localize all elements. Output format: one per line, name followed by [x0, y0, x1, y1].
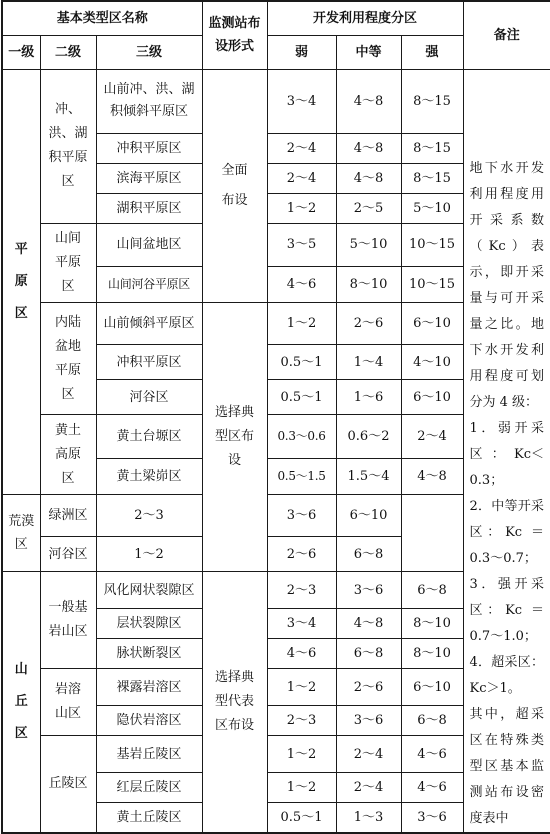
- weak-cell: 1～2: [267, 303, 336, 345]
- strong-cell: 6～10: [401, 669, 463, 706]
- strong-cell: 8～15: [401, 163, 463, 193]
- strong-cell: 8～15: [401, 133, 463, 163]
- weak-cell: 3～5: [267, 223, 336, 266]
- level3-cell: 脉状断裂区: [96, 639, 202, 669]
- strong-cell: 6～8: [336, 537, 401, 572]
- level2-cell: 冲、洪、湖积平原区: [40, 69, 96, 223]
- weak-cell: 4～6: [267, 639, 336, 669]
- medium-cell: 1.5～4: [336, 458, 401, 495]
- weak-cell: 2～3: [267, 572, 336, 609]
- medium-cell: 4～8: [336, 609, 401, 639]
- level2-cell: 荒漠区: [2, 495, 40, 572]
- level2-cell: 一般基岩山区: [40, 572, 96, 669]
- medium-cell: 1～3: [336, 803, 401, 833]
- level2-cell: 山间平原区: [40, 223, 96, 303]
- weak-cell: 0.5～1: [267, 803, 336, 833]
- medium-cell: 4～8: [336, 163, 401, 193]
- station-form-cell: 全面布设: [202, 69, 267, 303]
- strong-cell: 4～8: [401, 458, 463, 495]
- level1-header: 一级: [2, 35, 40, 69]
- strong-cell: 6～10: [401, 380, 463, 415]
- strong-cell: 4～6: [401, 773, 463, 803]
- remark-intro: 地下水开发利用程度用开采系数（Kc）表示，即开采量与可开采量之比。地下水开发利用程度可划分为 4 级：: [469, 160, 545, 410]
- weak-cell: 2～3: [267, 706, 336, 736]
- level3-cell: 风化网状裂隙区: [96, 572, 202, 609]
- level1-hill: 山丘区: [2, 572, 40, 833]
- medium-cell: 2～4: [336, 773, 401, 803]
- medium-cell: 8～10: [336, 266, 401, 303]
- level3-cell: 冲积平原区: [96, 345, 202, 380]
- station-form-cell: 选择典型代表区布设: [202, 572, 267, 833]
- medium-cell: 4～8: [336, 69, 401, 133]
- station-form-cell: 选择典型区布设: [202, 303, 267, 572]
- medium-cell: 1～4: [336, 345, 401, 380]
- weak-cell: 2～3: [96, 495, 202, 537]
- table-row: [2, 69, 550, 133]
- weak-cell: 3～4: [267, 609, 336, 639]
- weak-cell: 2～4: [267, 133, 336, 163]
- weak-cell: 0.5～1.5: [267, 458, 336, 495]
- weak-cell: 0.5～1: [267, 380, 336, 415]
- level3-cell: 山间河谷平原区: [96, 266, 202, 303]
- strong-cell: 8～10: [401, 639, 463, 669]
- strong-cell: 8～10: [401, 609, 463, 639]
- medium-cell: 4～8: [336, 133, 401, 163]
- strong-cell: 8～15: [401, 69, 463, 133]
- medium-cell: 5～10: [336, 223, 401, 266]
- weak-cell: 1～2: [267, 773, 336, 803]
- level3-cell: 山前倾斜平原区: [96, 303, 202, 345]
- strong-cell: 4～10: [401, 345, 463, 380]
- level3-cell: 山前冲、洪、湖积倾斜平原区: [96, 69, 202, 133]
- level1-plain: 平原区: [2, 69, 40, 495]
- medium-cell: 3～6: [336, 706, 401, 736]
- medium-cell: 0.6～2: [336, 415, 401, 458]
- strong-header: 强: [401, 35, 463, 69]
- level3-cell: 黄土台塬区: [96, 415, 202, 458]
- weak-cell: 2～4: [267, 163, 336, 193]
- remark-header: 备注: [463, 1, 550, 69]
- level3-cell: 湖积平原区: [96, 193, 202, 223]
- remark-item: 3．强开采区：Kc ＝ 0.7～1.0；: [469, 576, 545, 644]
- medium-header: 中等: [336, 35, 401, 69]
- level2-cell: 内陆盆地平原区: [40, 303, 96, 415]
- remark-item: 4．超采区：Kc＞1。: [469, 654, 545, 696]
- strong-cell: 10～15: [401, 266, 463, 303]
- remark-item: 1．弱开采区：Kc＜0.3；: [469, 420, 545, 488]
- monitoring-density-table: [1, 0, 550, 834]
- level3-cell: 基岩丘陵区: [96, 736, 202, 773]
- medium-cell: 2～6: [336, 303, 401, 345]
- medium-cell: 2～6: [336, 669, 401, 706]
- level3-cell: 冲积平原区: [96, 133, 202, 163]
- remark-cell: [463, 69, 550, 833]
- strong-cell: 6～8: [401, 572, 463, 609]
- level3-cell: 山间盆地区: [96, 223, 202, 266]
- level2-cell: 丘陵区: [40, 736, 96, 833]
- medium-cell: 2～6: [267, 537, 336, 572]
- medium-cell: 3～6: [267, 495, 336, 537]
- strong-cell: 2～4: [401, 415, 463, 458]
- medium-cell: 6～8: [336, 639, 401, 669]
- level3-cell: 层状裂隙区: [96, 609, 202, 639]
- header-row-1: [2, 1, 550, 35]
- level2-header: 二级: [40, 35, 96, 69]
- medium-cell: 1～6: [336, 380, 401, 415]
- weak-cell: 1～2: [267, 193, 336, 223]
- level2-cell: 黄土高原区: [40, 415, 96, 495]
- strong-cell: 5～10: [401, 193, 463, 223]
- weak-header: 弱: [267, 35, 336, 69]
- strong-cell: 3～6: [401, 803, 463, 833]
- level3-cell: 绿洲区: [40, 495, 96, 537]
- level3-cell: 河谷区: [40, 537, 96, 572]
- medium-cell: 2～4: [336, 736, 401, 773]
- weak-cell: 4～6: [267, 266, 336, 303]
- level3-cell: 滨海平原区: [96, 163, 202, 193]
- level3-cell: 红层丘陵区: [96, 773, 202, 803]
- station-form-header: 监测站布设形式: [202, 1, 267, 69]
- level3-cell: 黄土丘陵区: [96, 803, 202, 833]
- strong-cell: 4～6: [401, 736, 463, 773]
- level3-cell: 黄土梁峁区: [96, 458, 202, 495]
- type-name-header: 基本类型区名称: [2, 1, 202, 35]
- medium-cell: 2～5: [336, 193, 401, 223]
- weak-cell: 1～2: [96, 537, 202, 572]
- weak-cell: 0.3～0.6: [267, 415, 336, 458]
- medium-cell: 3～6: [336, 572, 401, 609]
- level3-cell: 河谷区: [96, 380, 202, 415]
- remark-item: 2．中等开采区：Kc ＝ 0.3～0.7；: [469, 498, 545, 566]
- level3-header: 三级: [96, 35, 202, 69]
- remark-note: 其中，超采区在特殊类型区基本监测站布设密度表中: [469, 706, 545, 826]
- strong-cell: 6～10: [336, 495, 401, 537]
- strong-cell: 10～15: [401, 223, 463, 266]
- weak-cell: 1～2: [267, 736, 336, 773]
- level3-cell: 裸露岩溶区: [96, 669, 202, 706]
- strong-cell: 6～8: [401, 706, 463, 736]
- weak-cell: 1～2: [267, 669, 336, 706]
- strong-cell: 6～10: [401, 303, 463, 345]
- level3-cell: 隐伏岩溶区: [96, 706, 202, 736]
- level2-cell: 岩溶山区: [40, 669, 96, 736]
- dev-level-header: 开发利用程度分区: [267, 1, 463, 35]
- weak-cell: 3～4: [267, 69, 336, 133]
- weak-cell: 0.5～1: [267, 345, 336, 380]
